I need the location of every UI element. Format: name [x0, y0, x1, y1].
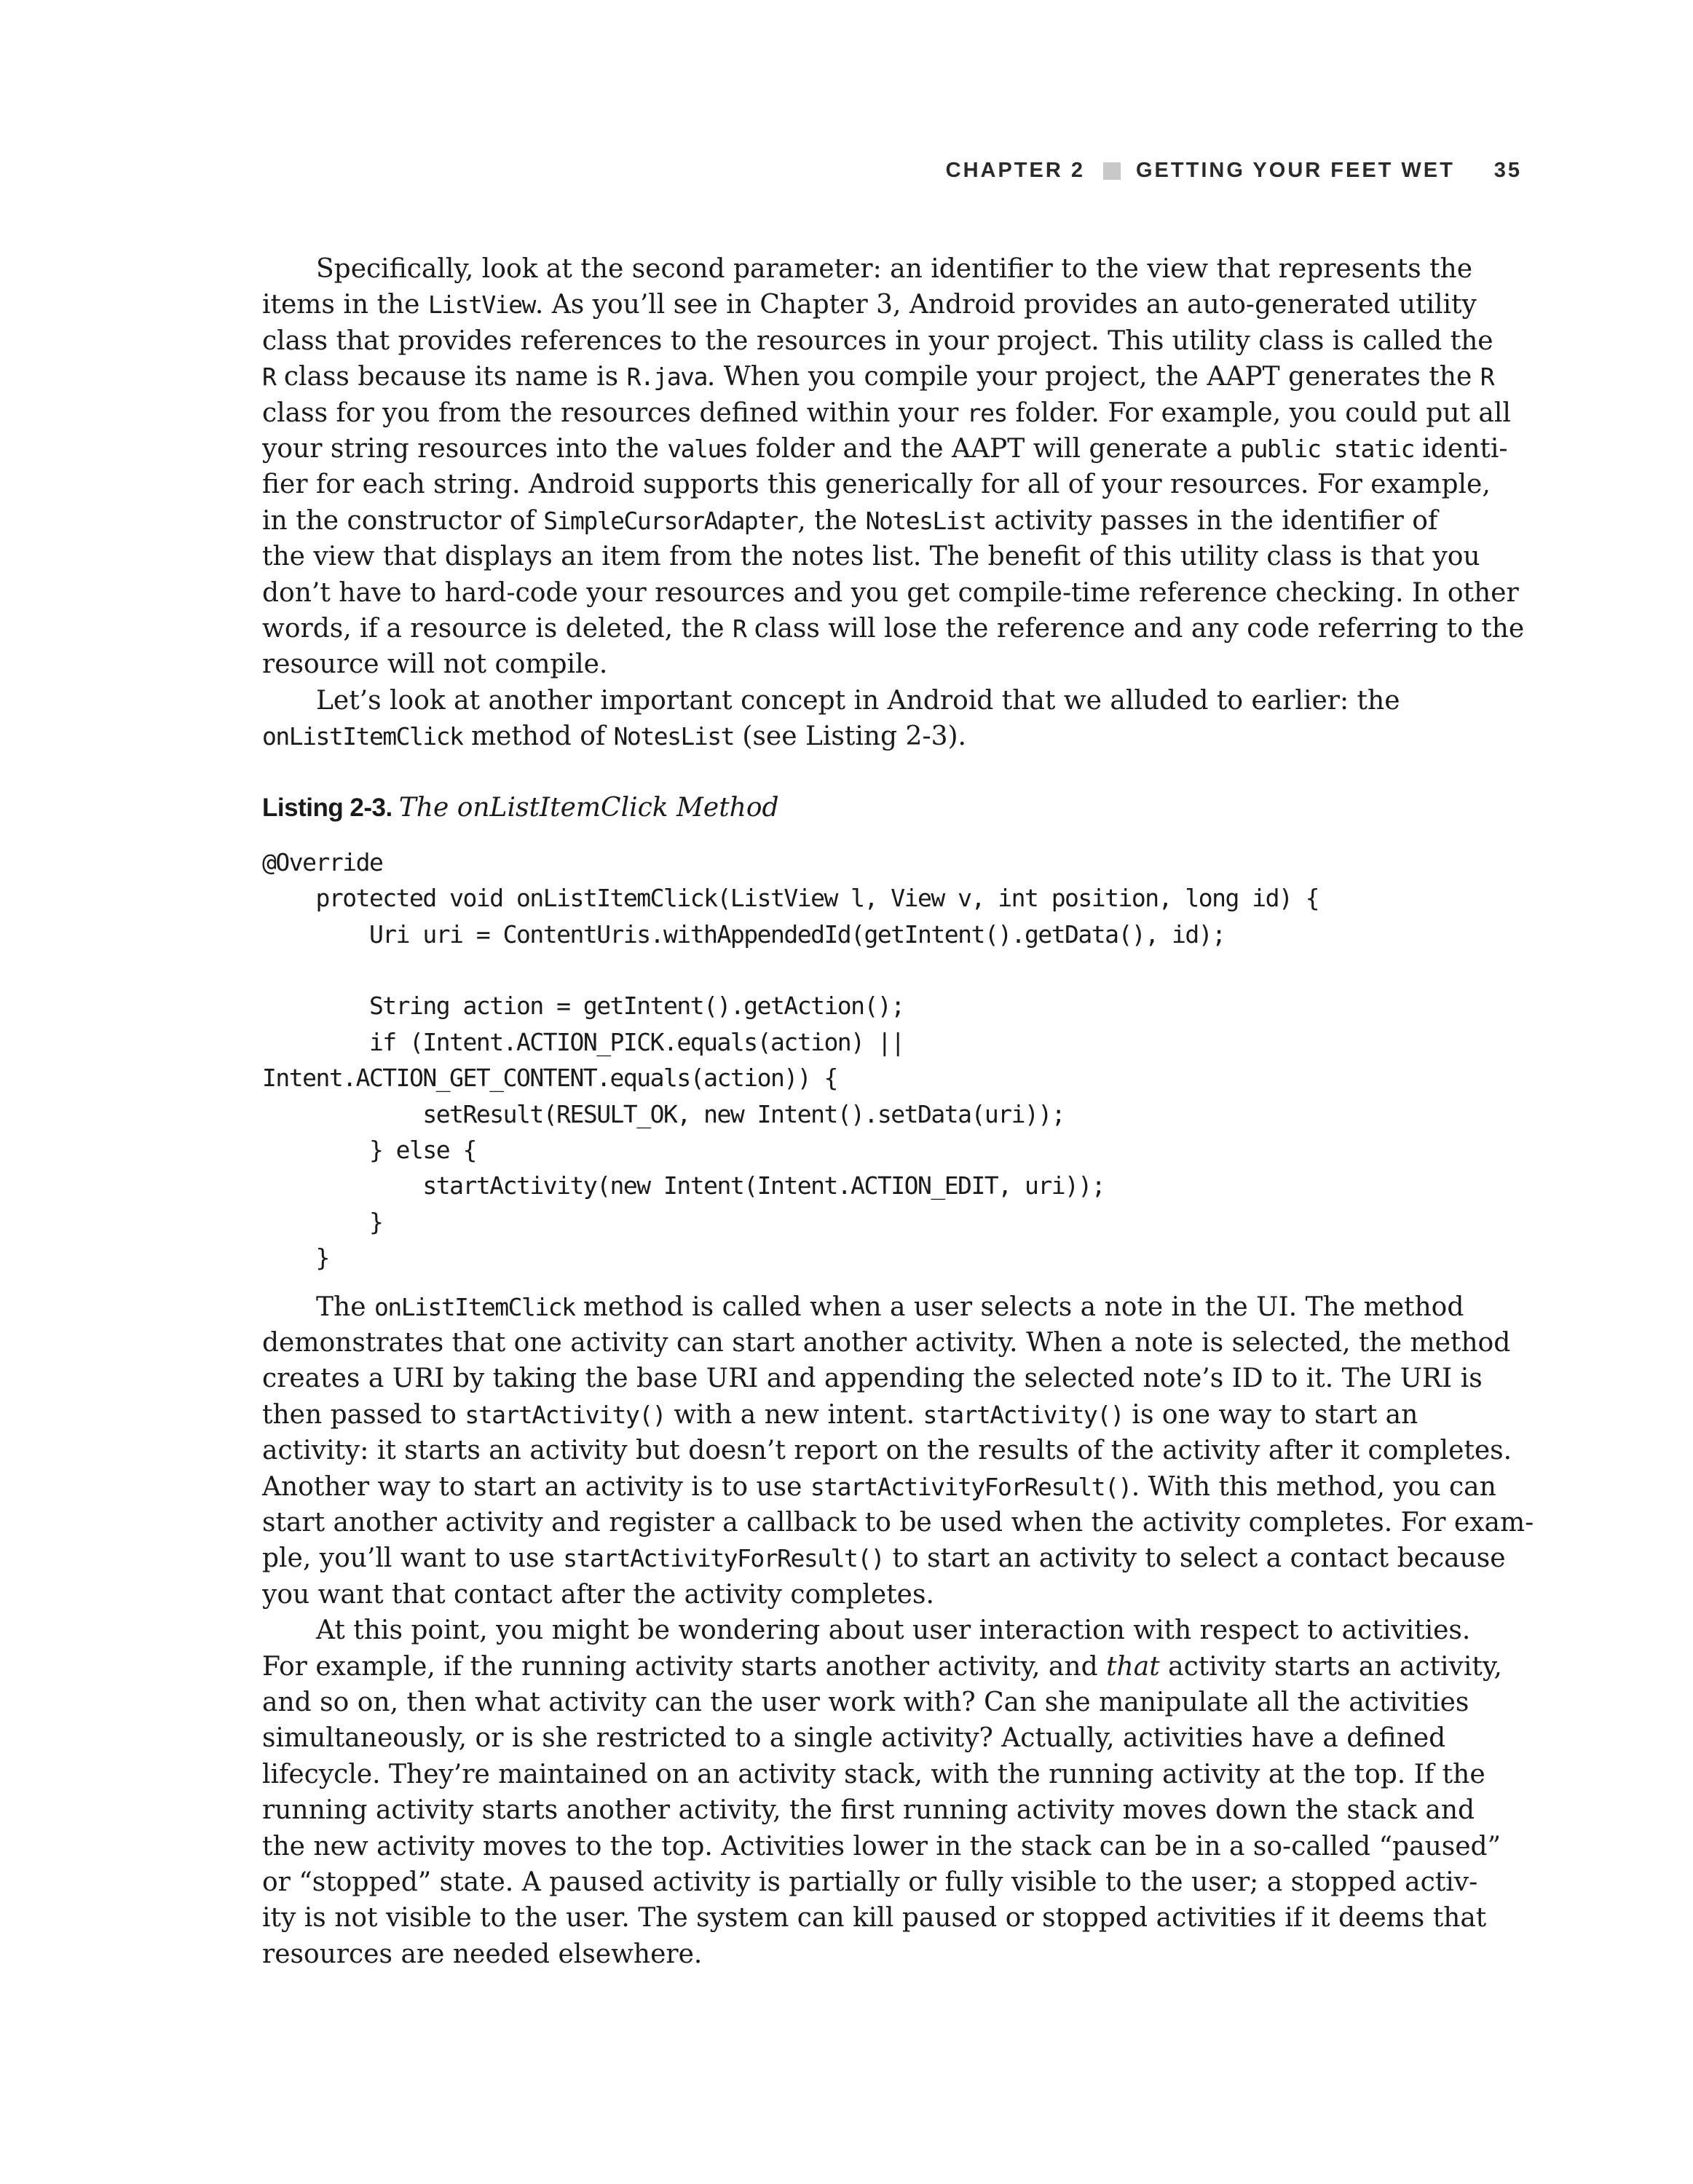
text-line [262, 646, 1421, 682]
text-line [262, 323, 1493, 359]
listing-label: Listing 2-3. [262, 793, 392, 822]
paragraph [262, 1613, 1502, 1972]
text-run: , the [797, 505, 866, 536]
text-line [262, 1792, 1475, 1828]
text-line [262, 1900, 1487, 1936]
inline-code: res [966, 398, 1007, 427]
text-line [262, 1540, 1506, 1576]
running-header [728, 159, 1522, 188]
text-run: creates a URI by taking the base URI and appending the selected note’s ID to it. The URI is [262, 1364, 1483, 1394]
inline-code: onListItemClick [374, 1292, 575, 1321]
text-run: ple, you’ll want to use [262, 1543, 564, 1574]
inline-code: R [732, 614, 746, 644]
text-run: the new activity moves to the top. Activities lower in the stack can be in a so-called “paused” [262, 1831, 1501, 1861]
text-run: don’t have to hard-code your resources and you get compile-time reference checking. In other [262, 577, 1519, 608]
text-line [262, 1613, 1471, 1648]
text-run: class for you from the resources defined within your [262, 397, 967, 428]
text-run: then passed to [262, 1399, 465, 1430]
inline-code: startActivity() [923, 1400, 1124, 1429]
text-run: At this point, you might be wondering about user interaction with respect to activities. [316, 1615, 1471, 1646]
text-run: you want that contact after the activity completes. [262, 1579, 934, 1610]
text-line [262, 1829, 1501, 1864]
text-line [262, 287, 1477, 323]
inline-code: R.java [626, 363, 707, 392]
text-run: activity: it starts an activity but doesn’t report on the results of the activity after it completes. [262, 1436, 1512, 1466]
text-line [262, 1469, 1496, 1505]
code-listing: @Override protected void onListItemClick(ListView l, View v, int position, long id) { Uri uri = ContentUris.withAppendedId(getIntent().getData(), id); String action = getIntent().getAction(); if (Intent.ACTION_PICK.equals(action) || Intent.ACTION_GET_CONTENT.equals(action)) { setResult(RESULT_OK, new Intent().setData(uri)); } else { startActivity(new Intent(Intent.ACTION_EDIT, uri)); } } [262, 847, 1319, 1273]
text-run: identi- [1413, 434, 1508, 464]
text-line [262, 1505, 1534, 1540]
inline-code: NotesList [613, 722, 734, 751]
inline-code: SimpleCursorAdapter [543, 506, 798, 535]
text-line [262, 683, 1421, 719]
inline-code: onListItemClick [262, 722, 463, 751]
text-run: your string resources into the [262, 434, 668, 464]
inline-code: values [667, 435, 748, 464]
text-run: . As you’ll see in Chapter 3, Android provides an auto-generated utility [534, 290, 1477, 320]
text-run: class because its name is [275, 362, 627, 392]
text-line [262, 1685, 1469, 1720]
text-line [262, 1936, 1421, 1972]
text-run: The [316, 1291, 374, 1322]
text-line [262, 395, 1511, 431]
text-run: fier for each string. Android supports this generically for all of your resources. For example, [262, 470, 1491, 500]
inline-code: ListView [427, 290, 535, 320]
text-run: in the constructor of [262, 505, 544, 536]
text-run: activity passes in the identifier of [985, 505, 1438, 536]
inline-code: startActivity() [465, 1400, 666, 1429]
text-run: method is called when a user selects a note in the UI. The method [575, 1291, 1464, 1322]
text-run: demonstrates that one activity can start another activity. When a note is selected, the method [262, 1327, 1511, 1358]
text-run: For example, if the running activity starts another activity, and [262, 1651, 1107, 1682]
text-line [262, 1757, 1485, 1792]
paragraph [262, 683, 1421, 755]
text-line [262, 251, 1473, 287]
text-line [262, 467, 1491, 502]
text-run: is one way to start an [1123, 1399, 1418, 1430]
text-run: Specifically, look at the second parameter: an identifier to the view that represents the [316, 254, 1473, 284]
text-run: method of [462, 721, 614, 752]
text-line [262, 503, 1438, 539]
text-run: folder. For example, you could put all [1006, 397, 1511, 428]
inline-code: startActivityForResult() [563, 1544, 885, 1573]
text-run: the view that displays an item from the notes list. The benefit of this utility class is that you [262, 542, 1480, 572]
listing-caption [262, 790, 1421, 826]
text-run: start another activity and register a callback to be used when the activity completes. For exam- [262, 1508, 1534, 1538]
text-run: with a new intent. [665, 1399, 923, 1430]
text-line [262, 1720, 1446, 1756]
text-line [262, 1433, 1512, 1468]
text-run: class that provides references to the resources in your project. This utility class is called the [262, 325, 1493, 356]
text-line [262, 1325, 1511, 1361]
inline-code: startActivityForResult() [810, 1472, 1132, 1501]
text-run: ity is not visible to the user. The system can kill paused or stopped activities if it deems that [262, 1903, 1487, 1934]
page-number: 35 [1493, 159, 1522, 182]
page-body [262, 251, 1534, 1972]
text-line [262, 1577, 1421, 1613]
text-run: class will lose the reference and any code referring to the [746, 614, 1525, 644]
text-run: . With this method, you can [1131, 1471, 1496, 1502]
text-run: running activity starts another activity, the first running activity moves down the stack and [262, 1795, 1475, 1826]
chapter-title: GETTING YOUR FEET WET [1136, 159, 1455, 182]
text-line [262, 1361, 1483, 1396]
text-run: activity starts an activity, [1159, 1651, 1502, 1682]
text-line [262, 1397, 1421, 1433]
text-run: Let’s look at another important concept in Android that we alluded to earlier: the [316, 685, 1400, 716]
text-run: . When you compile your project, the AAPT generates the [706, 362, 1480, 392]
text-run: or “stopped” state. A paused activity is partially or fully visible to the user; a stopped activ- [262, 1867, 1478, 1898]
text-run: simultaneously, or is she restricted to a single activity? Actually, activities have a defined [262, 1723, 1446, 1754]
inline-code: R [1480, 363, 1494, 392]
text-line [262, 611, 1525, 646]
text-run: words, if a resource is deleted, the [262, 614, 733, 644]
separator-square-icon [1103, 162, 1121, 180]
chapter-label: CHAPTER 2 [945, 159, 1085, 182]
text-line [262, 1864, 1478, 1900]
text-line [262, 539, 1480, 574]
text-run: lifecycle. They’re maintained on an activity stack, with the running activity at the top. If the [262, 1759, 1485, 1789]
inline-code: public static [1240, 435, 1414, 464]
text-run: resources are needed elsewhere. [262, 1939, 703, 1969]
paragraph [262, 1289, 1534, 1613]
emphasis-text: that [1106, 1651, 1160, 1682]
text-run: to start an activity to select a contact because [884, 1543, 1506, 1574]
listing-title: The onListItemClick Method [398, 792, 779, 823]
inline-code: NotesList [865, 506, 986, 535]
paragraph [262, 251, 1525, 683]
text-run: folder and the AAPT will generate a [747, 434, 1241, 464]
text-line [262, 719, 1421, 754]
text-run: Another way to start an activity is to use [262, 1471, 810, 1502]
text-line [262, 1289, 1464, 1325]
text-run: resource will not compile. [262, 649, 608, 680]
text-run: (see Listing 2-3). [733, 721, 966, 752]
text-line [262, 359, 1494, 395]
inline-code: R [262, 363, 276, 392]
text-line [262, 575, 1519, 611]
text-run: items in the [262, 290, 428, 320]
text-line [262, 431, 1508, 467]
text-run: and so on, then what activity can the user work with? Can she manipulate all the activities [262, 1688, 1469, 1718]
text-line [262, 1649, 1502, 1685]
